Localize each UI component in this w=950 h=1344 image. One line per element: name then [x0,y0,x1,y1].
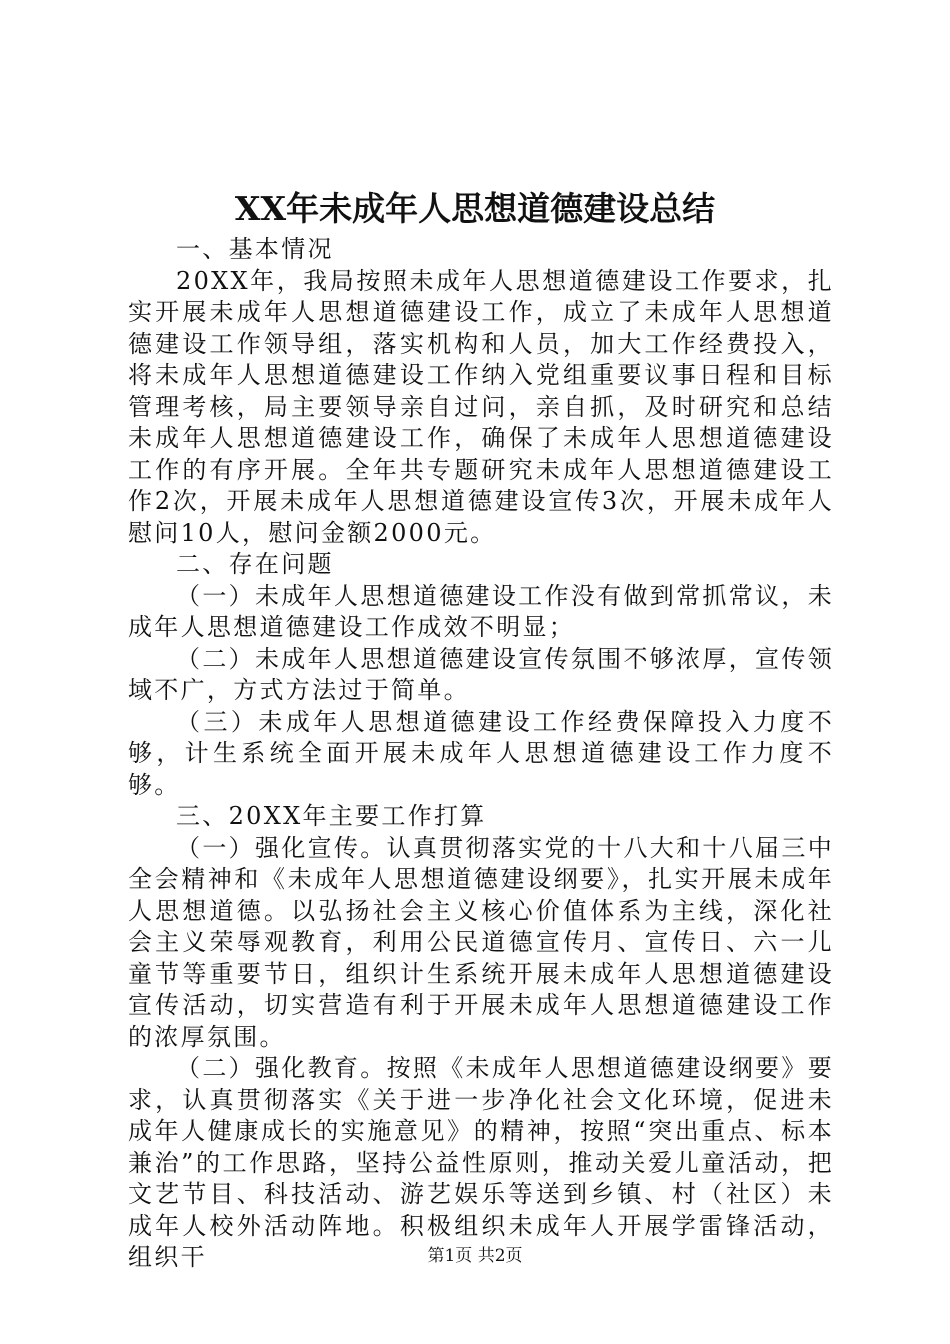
paragraph-basic-situation: 20XX年，我局按照未成年人思想道德建设工作要求，扎实开展未成年人思想道德建设工作，成立了未成年人思想道德建设工作领导组，落实机构和人员，加大工作经费投入，将未成年人思想道德建设工作纳入党组重要议事日程和目标管理考核，局主要领导亲自过问，亲自抓，及时研究和总结未成年人思想道德建设工作，确保了未成年人思想道德建设工作的有序开展。全年共专题研究未成年人思想道德建设工作2次，开展未成年人思想道德建设宣传3次，开展未成年人慰问10人，慰问金额2000元。 [128,266,834,547]
section-heading-basic-situation: 一、基本情况 [176,235,334,263]
document-body [128,234,834,1274]
page-footer: 第1页 共2页 [427,1246,523,1266]
paragraph-problem-2: （二）未成年人思想道德建设宣传氛围不够浓厚，宣传领域不广，方式方法过于简单。 [128,644,834,704]
paragraph-problem-3: （三）未成年人思想道德建设工作经费保障投入力度不够，计生系统全面开展未成年人思想道德建设工作力度不够。 [128,707,834,799]
paragraph-problem-1: （一）未成年人思想道德建设工作没有做到常抓常议，未成年人思想道德建设工作成效不明显； [128,581,834,641]
paragraph-plan-publicity: （一）强化宣传。认真贯彻落实党的十八大和十八届三中全会精神和《未成年人思想道德建设纲要》，扎实开展未成年人思想道德。以弘扬社会主义核心价值体系为主线，深化社会主义荣辱观教育，利用公民道德宣传月、宣传日、六一儿童节等重要节日，组织计生系统开展未成年人思想道德建设宣传活动，切实营造有利于开展未成年人思想道德建设工作的浓厚氛围。 [128,833,834,1051]
document-title: XX年未成年人思想道德建设总结 [234,189,716,228]
section-heading-work-plan: 三、20XX年主要工作打算 [176,802,487,830]
section-heading-problems: 二、存在问题 [176,550,334,578]
paragraph-plan-education: （二）强化教育。按照《未成年人思想道德建设纲要》要求，认真贯彻落实《关于进一步净化社会文化环境，促进未成年人健康成长的实施意见》的精神，按照“突出重点、标本兼治”的工作思路，坚持公益性原则，推动关爱儿童活动，把文艺节目、科技活动、游艺娱乐等送到乡镇、村（社区）未成年人校外活动阵地。积极组织未成年人开展学雷锋活动，组织干 [128,1054,834,1271]
